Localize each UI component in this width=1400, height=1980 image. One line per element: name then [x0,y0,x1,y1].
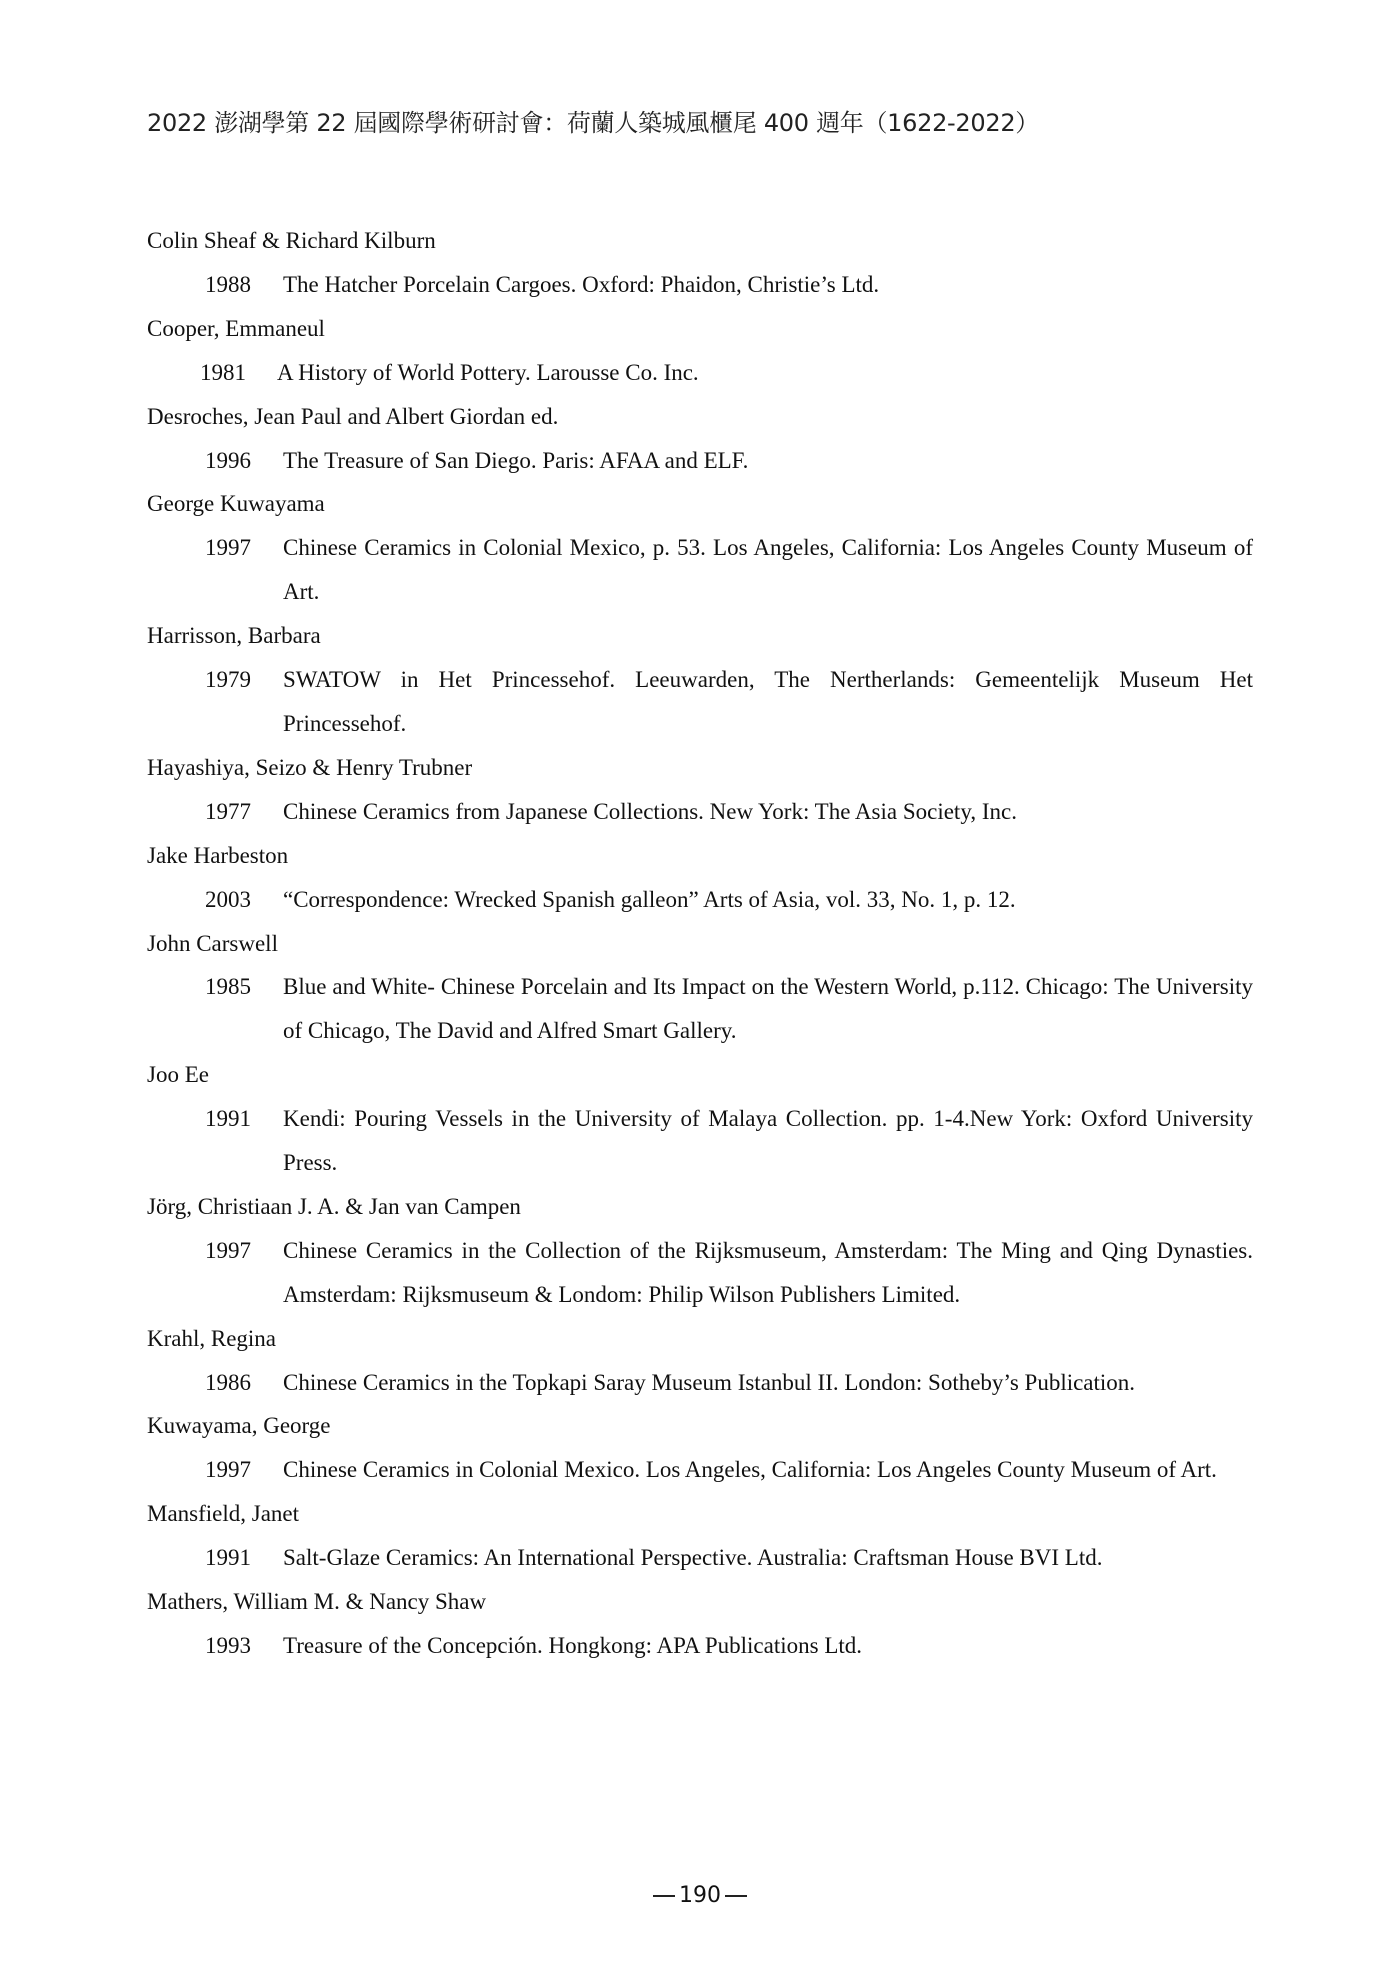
bib-entry [147,351,1253,395]
bib-author: Kuwayama, George [147,1413,331,1439]
bib-entry [147,439,1253,483]
bib-year: 1997 [205,535,251,561]
bib-entry [147,1448,1253,1492]
bib-entry [147,965,1253,1053]
bib-entry [147,658,1253,746]
bib-year: 1977 [205,798,251,824]
bib-author: Cooper, Emmaneul [147,315,325,341]
bib-year: 1993 [205,1633,251,1658]
bib-year: 1981 [200,359,246,385]
bib-citation: Chinese Ceramics in Colonial Mexico. Los Angeles, California: Los Angeles County Museum of Art. [283,1457,1217,1483]
bib-year: 1985 [205,974,251,1000]
bib-author: Jake Harbeston [147,842,289,868]
bib-citation: A History of World Pottery. Larousse Co. Inc. [277,359,699,385]
bib-citation: Blue and White- Chinese Porcelain and Its Impact on the Western World, p.112. Chicago: The University of Chicago, The David and Alfred Smart Gallery. [283,974,1253,1044]
bib-author: Jörg, Christiaan J. A. & Jan van Campen [147,1193,521,1219]
bib-entry [147,1361,1253,1405]
bib-citation: Treasure of the Concepción. Hongkong: APA Publications Ltd. [283,1633,863,1658]
bib-author: Harrisson, Barbara [147,623,321,649]
bib-citation: Chinese Ceramics in the Topkapi Saray Museum Istanbul II. London: Sotheby’s Publication. [283,1369,1136,1395]
bib-author: Mansfield, Janet [147,1501,300,1527]
bib-author: Hayashiya, Seizo & Henry Trubner [147,754,473,780]
bib-citation: Kendi: Pouring Vessels in the University of Malaya Collection. pp. 1-4.New York: Oxford University Press. [283,1106,1253,1176]
bib-author: Mathers, William M. & Nancy Shaw [147,1589,487,1615]
bib-year: 1997 [205,1457,251,1483]
bib-entry [147,1229,1253,1317]
bib-citation: Chinese Ceramics from Japanese Collections. New York: The Asia Society, Inc. [283,798,1017,824]
bib-year: 1997 [205,1237,251,1263]
bib-author: George Kuwayama [147,491,325,517]
bib-citation: The Treasure of San Diego. Paris: AFAA and ELF. [283,447,749,473]
bib-author: Krahl, Regina [147,1325,277,1351]
bib-year: 1979 [205,667,251,693]
bib-citation: Chinese Ceramics in the Collection of the Rijksmuseum, Amsterdam: The Ming and Qing Dynasties. Amsterdam: Rijksmuseum & Londom: Philip Wilson Publishers Limited. [283,1237,1253,1307]
page-number: 190 [679,1883,721,1908]
bib-year: 1986 [205,1369,251,1395]
bib-entry [147,526,1253,614]
running-header: 2022 澎湖學第 22 屆國際學術研討會：荷蘭人築城風櫃尾 400 週年（1622-2022） [147,109,1039,137]
bib-year: 1991 [205,1106,251,1132]
page-number-dash-right [725,1895,747,1897]
bib-citation: Chinese Ceramics in Colonial Mexico, p. 53. Los Angeles, California: Los Angeles County Museum of Art. [283,535,1253,605]
bib-year: 1996 [205,447,251,473]
page-number-dash-left [653,1895,675,1897]
bib-year: 1988 [205,271,251,297]
page-footer [0,1883,1400,1908]
bib-citation: The Hatcher Porcelain Cargoes. Oxford: Phaidon, Christie’s Ltd. [283,271,880,297]
bib-entry [147,263,1253,307]
bib-entry [147,1097,1253,1185]
bib-entry [147,790,1253,834]
bib-citation: “Correspondence: Wrecked Spanish galleon” Arts of Asia, vol. 33, No. 1, p. 12. [283,886,1016,912]
bib-author: Colin Sheaf & Richard Kilburn [147,228,436,253]
bib-author: Joo Ee [147,1062,209,1088]
bib-citation: SWATOW in Het Princessehof. Leeuwarden, The Nertherlands: Gemeentelijk Museum Het Princessehof. [283,667,1253,736]
bibliography-list [147,219,1253,1668]
bib-entry [147,1536,1253,1580]
bib-year: 1991 [205,1545,251,1571]
bib-author: Desroches, Jean Paul and Albert Giordan ed. [147,403,559,429]
bib-citation: Salt-Glaze Ceramics: An International Perspective. Australia: Craftsman House BVI Ltd. [283,1545,1103,1571]
bib-entry [147,878,1253,922]
bib-author: John Carswell [147,930,278,956]
bib-entry [147,1624,1253,1668]
bib-year: 2003 [205,886,251,912]
